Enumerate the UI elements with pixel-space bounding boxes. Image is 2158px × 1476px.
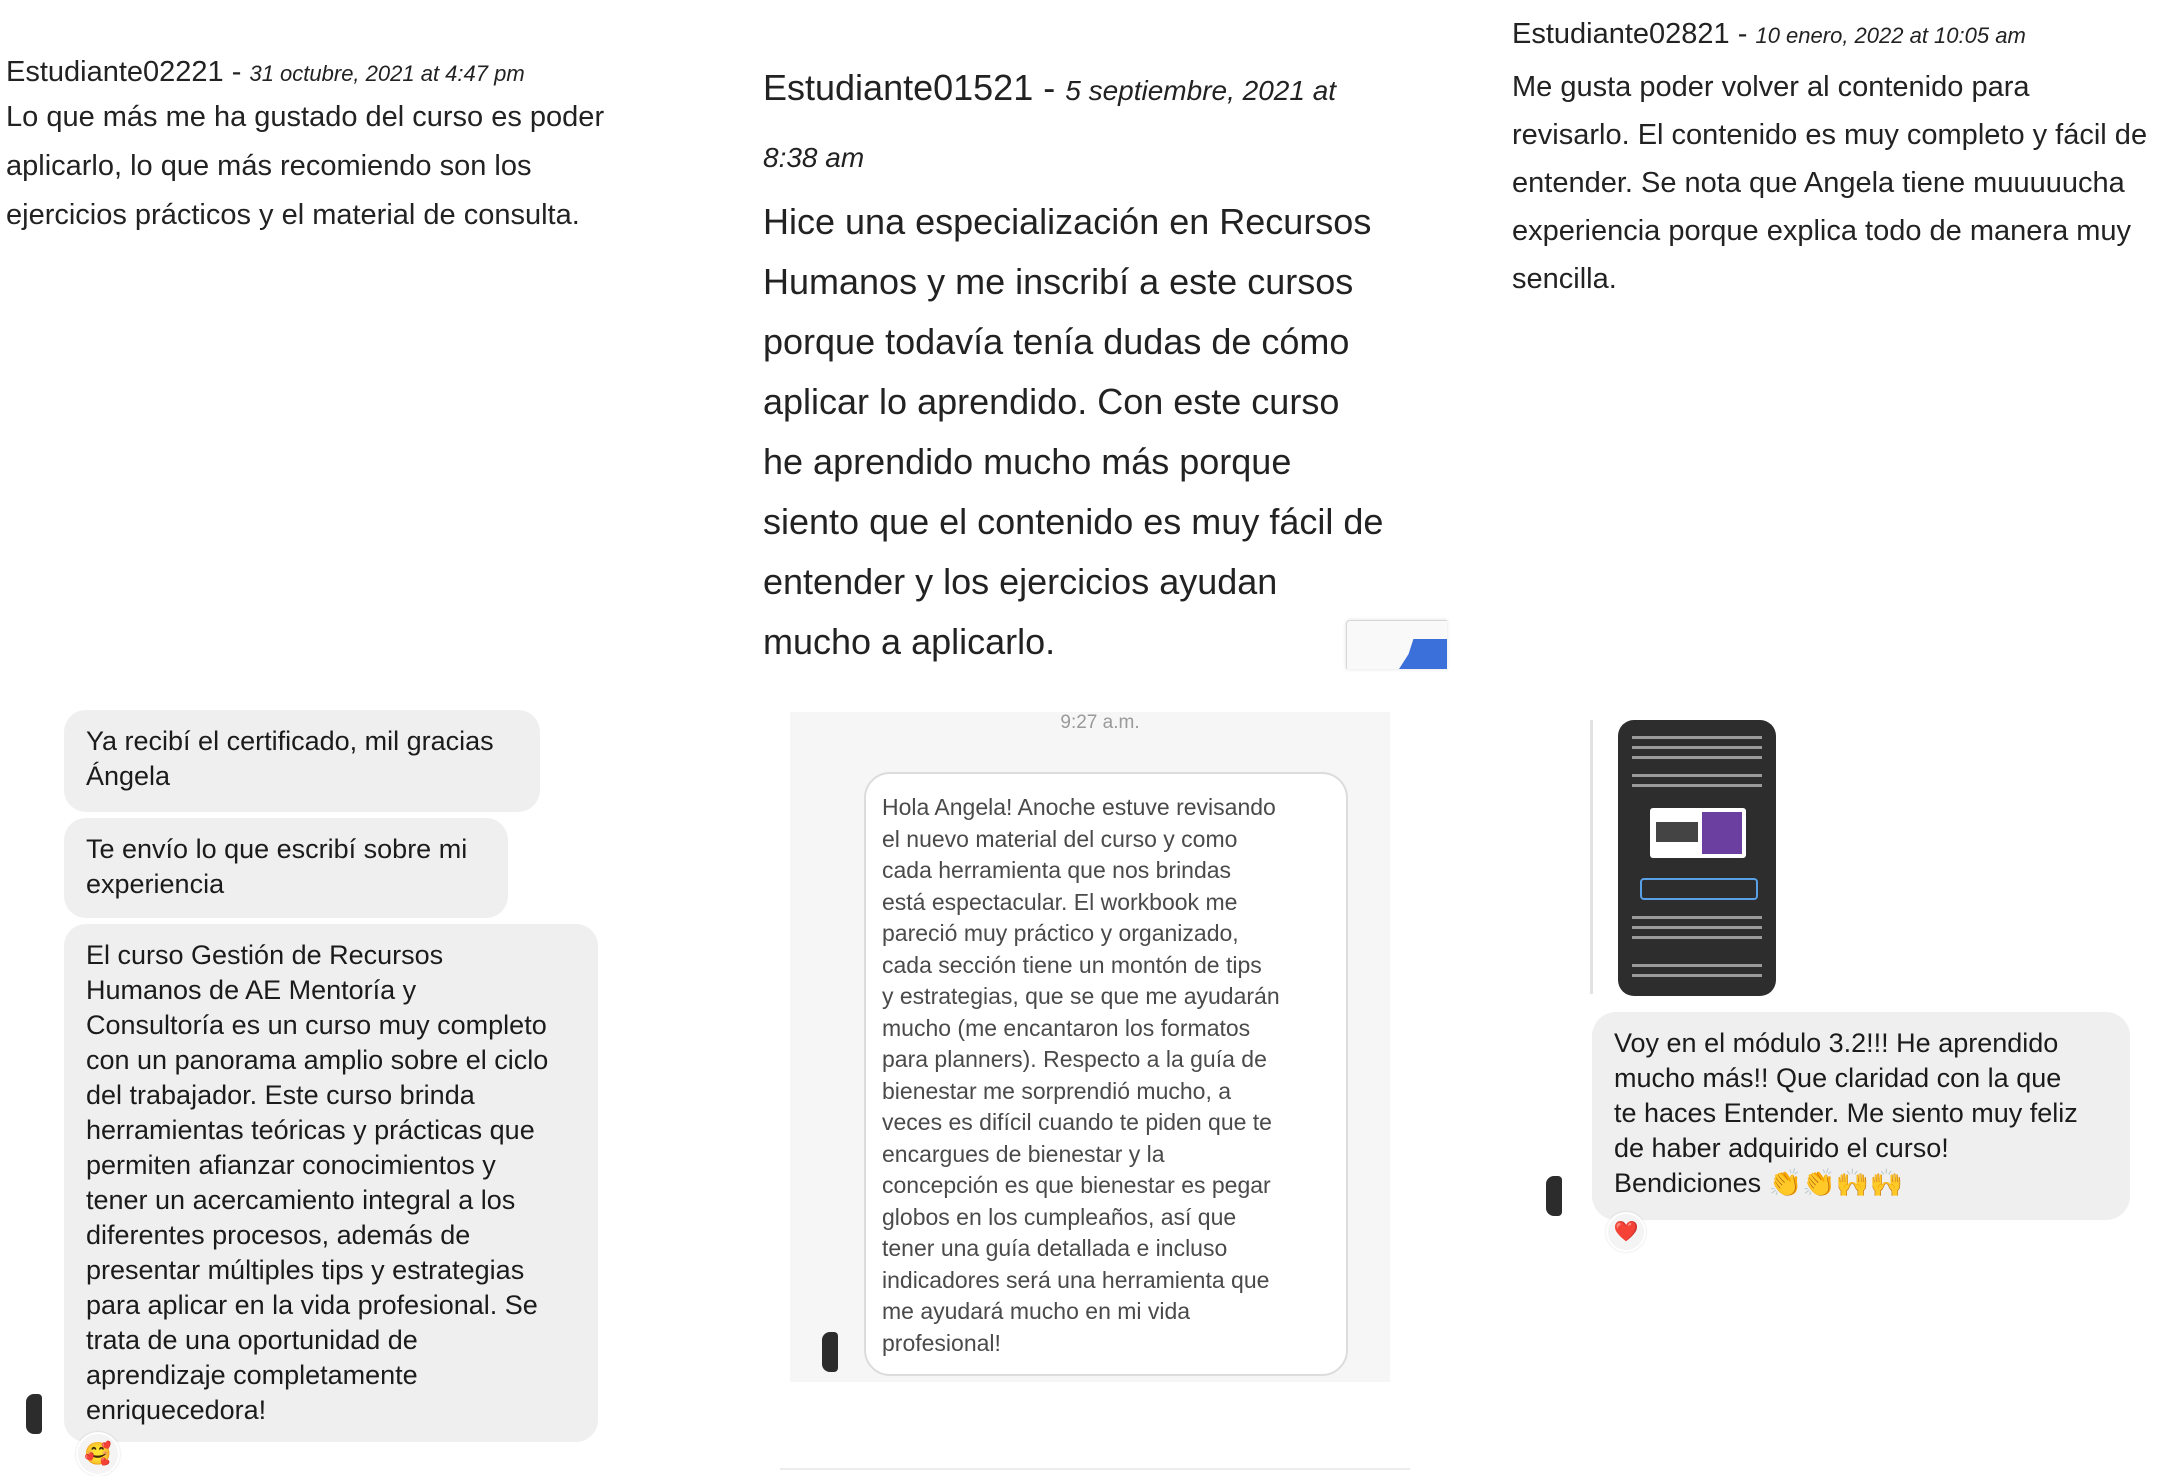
message-line: está espectacular. El workbook me	[882, 888, 1238, 915]
avatar[interactable]	[1546, 1176, 1562, 1216]
story-reply-divider	[1590, 720, 1593, 994]
bubble-line: Ya recibí el certificado, mil gracias	[86, 726, 494, 756]
bubble-line: mucho más!! Que claridad con la que	[1614, 1063, 2062, 1093]
message-line: bienestar me sorprendió mucho, a	[882, 1077, 1232, 1104]
review-line: Humanos y me inscribí a este cursos	[763, 261, 1354, 302]
message-line: mucho (me encantaron los formatos	[882, 1014, 1251, 1041]
review-author: Estudiante01521	[763, 67, 1034, 108]
review-header	[6, 56, 666, 89]
review-line: entender y los ejercicios ayudan	[763, 561, 1278, 602]
review-separator: -	[1729, 18, 1756, 50]
bubble-line: para aplicar en la vida profesional. Se	[86, 1290, 538, 1320]
review-line: he aprendido mucho más porque	[763, 441, 1292, 482]
review-date-continued: 8:38 am	[763, 142, 865, 173]
bubble-line: Consultoría es un curso muy completo	[86, 1010, 547, 1040]
chat-bubble	[64, 818, 508, 918]
message-line: y estrategias, que se que me ayudarán	[882, 983, 1280, 1009]
message-line: veces es difícil cuando te piden que te	[882, 1109, 1272, 1135]
bubble-line: Humanos de AE Mentoría y	[86, 975, 417, 1005]
bubble-line: experiencia	[86, 869, 225, 899]
bubble-line: El curso Gestión de Recursos	[86, 940, 444, 970]
message-line: concepción es que bienestar es pegar	[882, 1172, 1271, 1198]
review-line: ejercicios prácticos y el material de consulta.	[6, 199, 580, 231]
message-bubble	[864, 772, 1348, 1376]
story-text-placeholder	[1632, 746, 1762, 749]
bubble-line: Ángela	[86, 761, 171, 791]
review-line: aplicarlo, lo que más recomiendo son los	[6, 150, 532, 182]
review-line: Lo que más me ha gustado del curso es poder	[6, 101, 605, 133]
story-text-placeholder	[1632, 784, 1762, 787]
story-text-placeholder	[1632, 974, 1762, 977]
divider	[780, 1468, 1410, 1470]
bubble-line: herramientas teóricas y prácticas que	[86, 1115, 535, 1145]
message-line: encargues de bienestar y la	[882, 1140, 1165, 1167]
recaptcha-badge[interactable]	[1346, 620, 1447, 669]
message-line: me ayudará mucho en mi vida	[882, 1298, 1191, 1324]
message-line: Hola Angela! Anoche estuve revisando	[882, 794, 1276, 820]
review-line: sencilla.	[1512, 263, 1617, 295]
avatar[interactable]	[822, 1332, 838, 1372]
bubble-line: del trabajador. Este curso brinda	[86, 1080, 475, 1110]
story-image-photo	[1656, 822, 1698, 842]
review-date: 31 octubre, 2021 at 4:47 pm	[249, 61, 525, 86]
bubble-line: trata de una oportunidad de	[86, 1325, 418, 1355]
avatar[interactable]	[26, 1394, 42, 1434]
story-image	[1650, 808, 1746, 858]
review-separator: -	[1033, 67, 1066, 108]
message-line: indicadores será una herramienta que	[882, 1266, 1270, 1293]
review-author: Estudiante02821	[1512, 18, 1730, 50]
reaction-emoji[interactable]: 🥰	[76, 1432, 120, 1476]
story-text-placeholder	[1632, 916, 1762, 919]
message-line: para planners). Respecto a la guía de	[882, 1046, 1267, 1072]
chat-bubble	[64, 924, 598, 1442]
review-body	[6, 93, 666, 240]
message-line: tener una guía detallada e incluso	[882, 1235, 1228, 1261]
bubble-line: enriquecedora!	[86, 1395, 267, 1425]
review-line: mucho a aplicarlo.	[763, 621, 1056, 662]
message-line: cada sección tiene un montón de tips	[882, 951, 1262, 978]
message-line: profesional!	[882, 1329, 1001, 1356]
reaction-heart-icon[interactable]: ❤️	[1606, 1212, 1646, 1252]
story-text-placeholder	[1632, 736, 1762, 739]
story-thumbnail[interactable]	[1618, 720, 1776, 996]
recaptcha-logo-icon	[1399, 639, 1447, 669]
review-separator: -	[223, 56, 250, 88]
review-line: Hice una especialización en Recursos	[763, 201, 1372, 242]
story-text-placeholder	[1632, 756, 1762, 759]
chat-bubble	[64, 710, 540, 812]
review-line: porque todavía tenía dudas de cómo	[763, 321, 1350, 362]
review-line: revisarlo. El contenido es muy completo y fácil de	[1512, 119, 2148, 151]
review-date: 10 enero, 2022 at 10:05 am	[1755, 23, 2026, 48]
review-estudiante02821	[1512, 14, 2158, 303]
review-line: aplicar lo aprendido. Con este curso	[763, 381, 1340, 422]
story-text-placeholder	[1632, 936, 1762, 939]
bubble-line: Bendiciones 👏👏🙌🙌	[1614, 1168, 1904, 1198]
message-line: cada herramienta que nos brindas	[882, 857, 1232, 883]
story-link-button	[1640, 878, 1758, 900]
review-line: Me gusta poder volver al contenido para	[1512, 71, 2030, 103]
bubble-line: te haces Entender. Me siento muy feliz	[1614, 1098, 2078, 1128]
message-line: globos en los cumpleaños, así que	[882, 1203, 1237, 1230]
review-body	[763, 192, 1413, 672]
review-header	[1512, 14, 2158, 59]
story-text-placeholder	[1632, 926, 1762, 929]
bubble-line: presentar múltiples tips y estrategias	[86, 1255, 525, 1285]
bubble-line: de haber adquirido el curso!	[1614, 1133, 1949, 1163]
bubble-line: permiten afianzar conocimientos y	[86, 1150, 496, 1180]
story-text-placeholder	[1632, 964, 1762, 967]
bubble-line: Te envío lo que escribí sobre mi	[86, 834, 468, 864]
bubble-line: con un panorama amplio sobre el ciclo	[86, 1045, 549, 1075]
message-timestamp: 9:27 a.m.	[1060, 712, 1140, 733]
story-text-placeholder	[1632, 774, 1762, 777]
review-header	[763, 56, 1413, 190]
message-line: pareció muy práctico y organizado,	[882, 920, 1239, 946]
message-line: el nuevo material del curso y como	[882, 825, 1238, 852]
bubble-line: diferentes procesos, además de	[86, 1220, 471, 1250]
review-line: experiencia porque explica todo de manera muy	[1512, 215, 2132, 247]
chat-bubble	[1592, 1012, 2130, 1220]
review-line: entender. Se nota que Angela tiene muuuuucha	[1512, 167, 2125, 199]
review-body	[1512, 63, 2158, 303]
bubble-line: tener un acercamiento integral a los	[86, 1185, 516, 1215]
review-author: Estudiante02221	[6, 56, 224, 88]
bubble-line: aprendizaje completamente	[86, 1360, 418, 1390]
story-image-cover	[1702, 812, 1742, 854]
review-estudiante01521	[763, 56, 1413, 672]
review-line: siento que el contenido es muy fácil de	[763, 501, 1384, 542]
bubble-line: Voy en el módulo 3.2!!! He aprendido	[1614, 1028, 2059, 1058]
review-date: 5 septiembre, 2021 at	[1065, 75, 1337, 106]
review-estudiante02221	[6, 56, 666, 240]
